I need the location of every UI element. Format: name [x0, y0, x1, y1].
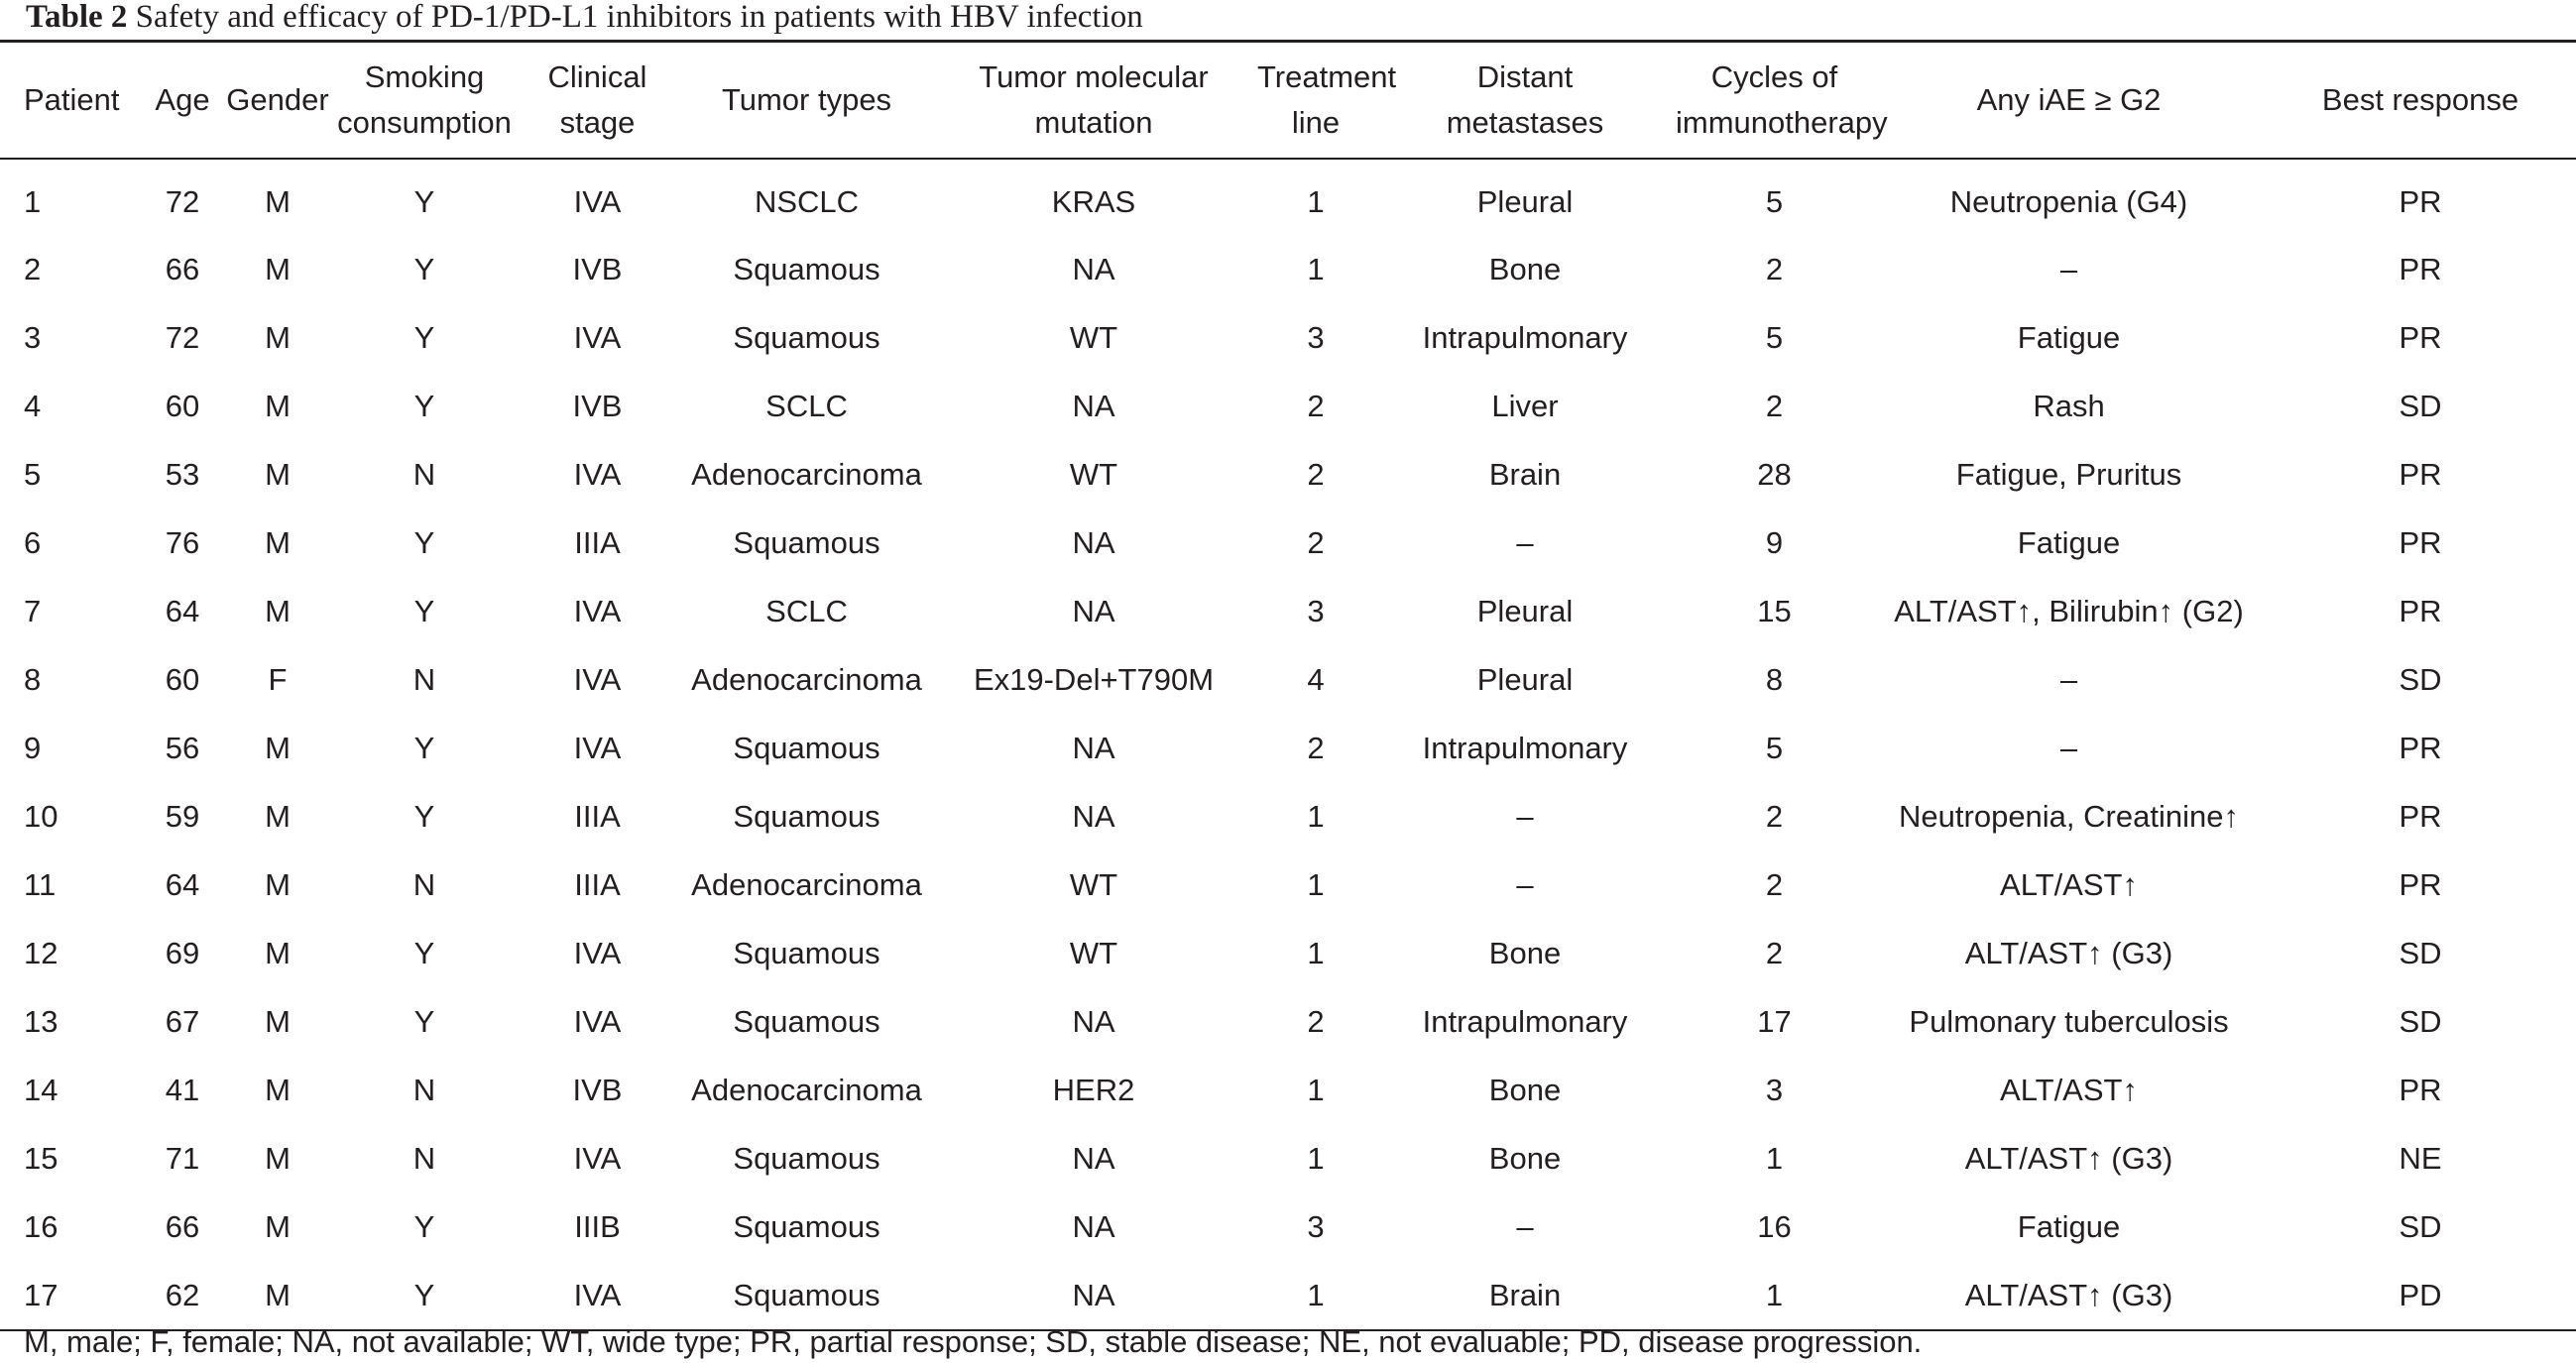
cell-smoking: Y	[413, 252, 435, 286]
cell-age: 66	[165, 252, 200, 286]
cell-cycles: 15	[1757, 594, 1792, 628]
cell-mutation: NA	[1072, 252, 1115, 286]
cell-age: 59	[165, 799, 200, 834]
cell-line: 1	[1307, 799, 1325, 834]
column-header-line: Tumor types	[721, 81, 892, 117]
cell-gender: M	[265, 320, 291, 355]
cell-line: 2	[1307, 389, 1325, 423]
cell-mutation: NA	[1072, 1004, 1115, 1039]
cell-iae: –	[2059, 252, 2078, 286]
column-header-line: Smoking	[364, 58, 485, 94]
cell-line: 3	[1307, 320, 1325, 355]
cell-stage: IVA	[573, 320, 622, 355]
cell-smoking: Y	[413, 594, 435, 628]
cell-cycles: 17	[1757, 1004, 1792, 1039]
cell-response: PR	[2399, 799, 2442, 834]
cell-metastases: Liver	[1491, 389, 1559, 423]
cell-response: PR	[2399, 731, 2442, 765]
cell-gender: M	[265, 1073, 291, 1107]
cell-response: PR	[2399, 252, 2442, 286]
cell-tumor_type: NSCLC	[754, 183, 860, 219]
table-body	[0, 159, 2576, 1330]
cell-iae: Fatigue, Pruritus	[1955, 457, 2182, 492]
cell-gender: M	[218, 1262, 337, 1330]
column-header-line: Tumor molecular	[979, 58, 1209, 94]
column-header-patient	[0, 42, 147, 159]
cell-gender: M	[265, 1141, 291, 1176]
cell-metastases: Bone	[1488, 1141, 1562, 1176]
table-footnote: M, male; F, female; NA, not available; WT, wide type; PR, partial response; SD, stable disease; NE, not evaluable; PD, disease progression.	[24, 1324, 1923, 1359]
cell-metastases: Intrapulmonary	[1422, 731, 1628, 765]
cell-mutation: HER2	[1052, 1073, 1135, 1107]
table-row	[0, 1057, 2576, 1125]
cell-line: 1	[1307, 183, 1325, 219]
cell-line: 1	[1307, 252, 1325, 286]
cell-cycles: 8	[1765, 662, 1784, 697]
cell-cycles: 2	[1765, 867, 1784, 902]
cell-response: PR	[2399, 525, 2442, 560]
cell-line: 4	[1307, 662, 1325, 697]
cell-patient: 13	[24, 1004, 59, 1039]
cell-stage: IVA	[573, 662, 622, 697]
cell-stage: IIIB	[574, 1209, 621, 1244]
cell-patient: 5	[24, 457, 42, 492]
cell-mutation: NA	[1072, 525, 1115, 560]
cell-line: 1	[1307, 867, 1325, 902]
cell-cycles: 1	[1765, 1141, 1784, 1176]
cell-response: PR	[2399, 867, 2442, 902]
table-row	[0, 715, 2576, 783]
cell-patient: 15	[24, 1141, 59, 1176]
cell-line: 1	[1307, 1073, 1325, 1107]
cell-smoking: N	[412, 457, 436, 492]
cell-tumor_type: SCLC	[765, 594, 848, 628]
column-header-line: consumption	[337, 104, 512, 140]
cell-age: 41	[165, 1073, 200, 1107]
cell-gender: M	[265, 936, 291, 970]
cell-patient: 2	[24, 252, 42, 286]
cell-gender: F	[268, 662, 288, 697]
table-row	[0, 1193, 2576, 1262]
cell-cycles: 2	[1765, 799, 1784, 834]
cell-metastases: Brain	[1374, 1262, 1676, 1330]
table-row	[0, 1262, 2576, 1330]
cell-mutation: NA	[1072, 1209, 1115, 1244]
column-header-iae	[1873, 42, 2265, 159]
cell-metastases: Brain	[1488, 457, 1562, 492]
cell-gender: M	[265, 799, 291, 834]
cell-tumor_type: Squamous	[733, 936, 880, 970]
table-row	[0, 852, 2576, 920]
cell-tumor_type: SCLC	[765, 389, 848, 423]
cell-patient: 14	[24, 1073, 59, 1107]
table-row	[0, 920, 2576, 988]
cell-mutation: KRAS	[1051, 183, 1136, 219]
column-header-response	[2265, 42, 2576, 159]
cell-stage: IVB	[572, 389, 623, 423]
cell-stage: IVA	[573, 1141, 622, 1176]
cell-cycles: 2	[1765, 389, 1784, 423]
cell-stage: IVA	[573, 183, 622, 219]
column-header-line: metastases	[1446, 104, 1604, 140]
cell-line: 2	[1307, 1004, 1325, 1039]
cell-iae: ALT/AST↑	[2000, 867, 2138, 902]
cell-iae: Fatigue	[2017, 1209, 2121, 1244]
cell-metastases: –	[1516, 799, 1534, 834]
cell-smoking: Y	[413, 389, 435, 423]
cell-tumor_type: Adenocarcinoma	[691, 457, 922, 492]
cell-gender: M	[265, 731, 291, 765]
cell-response: SD	[2399, 936, 2442, 970]
cell-stage: IVA	[573, 1004, 622, 1039]
cell-age: 72	[165, 320, 200, 355]
cell-mutation: WT	[1069, 867, 1118, 902]
column-header-line: Age	[155, 81, 210, 117]
cell-age: 66	[165, 1209, 200, 1244]
column-header-line: stage	[559, 104, 636, 140]
cell-metastases: Bone	[1488, 252, 1562, 286]
cell-response: PD	[2265, 1262, 2576, 1330]
cell-gender: M	[265, 1004, 291, 1039]
column-header-age	[147, 42, 218, 159]
cell-stage: IIIA	[574, 799, 621, 834]
cell-metastases: Intrapulmonary	[1422, 1004, 1628, 1039]
table-label: Table 2	[26, 0, 128, 35]
cell-line: 3	[1307, 1209, 1325, 1244]
cell-gender: M	[265, 594, 291, 628]
column-header-line: Any iAE ≥ G2	[1976, 81, 2162, 117]
cell-tumor_type: Squamous	[733, 320, 880, 355]
cell-patient: 12	[24, 936, 59, 970]
cell-line: 2	[1307, 525, 1325, 560]
cell-cycles: 5	[1765, 183, 1784, 219]
cell-line: 1	[1307, 936, 1325, 970]
cell-iae: Neutropenia (G4)	[1949, 183, 2188, 219]
cell-smoking: Y	[413, 525, 435, 560]
column-header-line: immunotherapy	[1676, 104, 1888, 140]
cell-cycles: 5	[1765, 731, 1784, 765]
cell-iae: ALT/AST↑, Bilirubin↑ (G2)	[1894, 594, 2244, 628]
cell-mutation: WT	[1069, 457, 1118, 492]
cell-smoking: Y	[413, 183, 435, 219]
cell-smoking: Y	[337, 1262, 512, 1330]
column-header-gender	[218, 42, 337, 159]
column-header-line: Best response	[2321, 81, 2519, 117]
cell-stage: IVA	[573, 936, 622, 970]
column-header-tumor_type	[683, 42, 930, 159]
table-row	[0, 646, 2576, 715]
cell-response: PR	[2399, 594, 2442, 628]
cell-metastases: –	[1516, 1209, 1534, 1244]
cell-age: 62	[147, 1262, 218, 1330]
cell-response: SD	[2399, 1004, 2442, 1039]
cell-age: 67	[165, 1004, 200, 1039]
cell-smoking: N	[412, 1073, 436, 1107]
cell-stage: IVA	[573, 457, 622, 492]
cell-smoking: Y	[413, 1209, 435, 1244]
cell-metastases: Bone	[1488, 936, 1562, 970]
table-row	[0, 236, 2576, 304]
cell-age: 56	[165, 731, 200, 765]
column-header-line: line	[1291, 104, 1341, 140]
table-row	[0, 783, 2576, 852]
cell-iae: Pulmonary tuberculosis	[1909, 1004, 2229, 1039]
cell-stage: IVA	[512, 1262, 683, 1330]
cell-mutation: Ex19-Del+T790M	[973, 662, 1215, 697]
column-header-line: Distant	[1476, 58, 1574, 94]
cell-patient: 11	[24, 867, 57, 902]
cell-gender: M	[265, 252, 291, 286]
cell-gender: M	[265, 389, 291, 423]
cell-iae: ALT/AST↑ (G3)	[1964, 1141, 2173, 1176]
cell-iae: ALT/AST↑ (G3)	[1873, 1262, 2265, 1330]
cell-metastases: Pleural	[1476, 662, 1574, 697]
cell-tumor_type: Adenocarcinoma	[691, 1073, 922, 1107]
cell-iae: Neutropenia, Creatinine↑	[1899, 799, 2239, 834]
cell-cycles: 16	[1757, 1209, 1792, 1244]
cell-cycles: 5	[1765, 320, 1784, 355]
cell-cycles: 2	[1765, 252, 1784, 286]
cell-patient: 4	[24, 389, 42, 423]
cell-age: 53	[165, 457, 200, 492]
cell-stage: IIIA	[574, 867, 621, 902]
cell-line: 2	[1307, 731, 1325, 765]
cell-metastases: –	[1516, 525, 1534, 560]
cell-tumor_type: Adenocarcinoma	[691, 662, 922, 697]
cell-mutation: NA	[1072, 1141, 1115, 1176]
cell-stage: IVA	[573, 594, 622, 628]
column-header-line: Cycles of	[1710, 58, 1838, 94]
cell-gender: M	[265, 183, 291, 219]
cell-gender: M	[265, 867, 291, 902]
cell-metastases: Pleural	[1476, 183, 1574, 219]
cell-iae: –	[2059, 662, 2078, 697]
table-row	[0, 304, 2576, 373]
cell-age: 64	[165, 867, 200, 902]
table-row	[0, 441, 2576, 510]
cell-patient: 8	[24, 662, 42, 697]
data-table	[0, 40, 2576, 1331]
cell-response: PR	[2399, 1073, 2442, 1107]
cell-patient: 9	[24, 731, 42, 765]
cell-line: 3	[1307, 594, 1325, 628]
table-row	[0, 988, 2576, 1057]
cell-cycles: 3	[1765, 1073, 1784, 1107]
table-row	[0, 1125, 2576, 1193]
column-header-metastases	[1374, 42, 1676, 159]
cell-cycles: 2	[1765, 936, 1784, 970]
cell-patient: 1	[24, 183, 42, 219]
cell-mutation: NA	[1072, 799, 1115, 834]
cell-age: 72	[165, 183, 200, 219]
cell-tumor_type: Squamous	[683, 1262, 930, 1330]
cell-metastases: Bone	[1488, 1073, 1562, 1107]
cell-age: 71	[165, 1141, 200, 1176]
cell-mutation: NA	[930, 1262, 1257, 1330]
column-header-line: Gender	[226, 81, 329, 117]
cell-tumor_type: Squamous	[733, 731, 880, 765]
cell-tumor_type: Adenocarcinoma	[691, 867, 922, 902]
cell-stage: IVA	[573, 731, 622, 765]
cell-smoking: N	[412, 662, 436, 697]
column-header-line: Patient	[24, 81, 120, 117]
column-header-line	[1257, 42, 1397, 159]
cell-stage: IVB	[572, 1073, 623, 1107]
cell-iae: Fatigue	[2017, 525, 2121, 560]
cell-patient: 16	[24, 1209, 59, 1244]
table-row	[0, 159, 2576, 236]
cell-tumor_type: Squamous	[733, 1209, 880, 1244]
cell-age: 69	[165, 936, 200, 970]
column-header-line: Treatment	[1257, 58, 1397, 94]
cell-age: 64	[165, 594, 200, 628]
cell-patient: 7	[24, 594, 42, 628]
cell-stage: IIIA	[574, 525, 621, 560]
cell-metastases: Intrapulmonary	[1422, 320, 1628, 355]
cell-gender: M	[265, 457, 291, 492]
table-title: Safety and efficacy of PD-1/PD-L1 inhibitors in patients with HBV infection	[135, 0, 1143, 35]
cell-smoking: Y	[413, 320, 435, 355]
table-row	[0, 578, 2576, 646]
cell-mutation: NA	[1072, 731, 1115, 765]
table-caption	[26, 0, 1143, 38]
cell-tumor_type: Squamous	[733, 252, 880, 286]
column-header-stage	[512, 42, 683, 159]
cell-gender: M	[265, 525, 291, 560]
cell-line: 1	[1257, 1262, 1374, 1330]
cell-stage: IVB	[572, 252, 623, 286]
cell-smoking: Y	[413, 731, 435, 765]
cell-line: 1	[1307, 1141, 1325, 1176]
cell-cycles: 1	[1676, 1262, 1873, 1330]
cell-response: PR	[2399, 320, 2442, 355]
cell-iae: Fatigue	[2017, 320, 2121, 355]
cell-metastases: –	[1516, 867, 1534, 902]
cell-mutation: WT	[1069, 936, 1118, 970]
cell-patient: 3	[24, 320, 42, 355]
cell-iae: Rash	[2033, 389, 2105, 423]
cell-smoking: N	[412, 867, 436, 902]
cell-patient: 6	[24, 525, 42, 560]
cell-cycles: 28	[1757, 457, 1792, 492]
cell-cycles: 9	[1765, 525, 1784, 560]
cell-response: PR	[2399, 457, 2442, 492]
cell-metastases: Pleural	[1476, 594, 1574, 628]
cell-age: 60	[165, 389, 200, 423]
cell-iae: –	[2059, 731, 2078, 765]
cell-tumor_type: Squamous	[733, 525, 880, 560]
cell-tumor_type: Squamous	[733, 1141, 880, 1176]
table-row	[0, 373, 2576, 441]
cell-line: 2	[1307, 457, 1325, 492]
cell-smoking: N	[412, 1141, 436, 1176]
cell-smoking: Y	[413, 936, 435, 970]
cell-mutation: NA	[1072, 389, 1115, 423]
cell-age: 76	[165, 525, 200, 560]
cell-iae: ALT/AST↑ (G3)	[1964, 936, 2173, 970]
column-header-mutation	[930, 42, 1257, 159]
cell-smoking: Y	[413, 1004, 435, 1039]
cell-tumor_type: Squamous	[733, 1004, 880, 1039]
header-row	[0, 42, 2576, 159]
cell-gender: M	[265, 1209, 291, 1244]
cell-tumor_type: Squamous	[733, 799, 880, 834]
cell-response: SD	[2399, 1209, 2442, 1244]
column-header-line: mutation	[1034, 104, 1153, 140]
cell-response: SD	[2399, 389, 2442, 423]
cell-response: NE	[2399, 1141, 2442, 1176]
cell-patient: 10	[24, 799, 59, 834]
cell-patient: 17	[0, 1262, 147, 1330]
column-header-smoking	[337, 42, 512, 159]
cell-iae: ALT/AST↑	[2000, 1073, 2138, 1107]
column-header-line: Clinical	[547, 58, 647, 94]
table-row	[0, 510, 2576, 578]
cell-mutation: NA	[1072, 594, 1115, 628]
cell-smoking: Y	[413, 799, 435, 834]
column-header-cycles	[1676, 42, 1888, 159]
cell-mutation: WT	[1069, 320, 1118, 355]
cell-age: 60	[165, 662, 200, 697]
cell-response: SD	[2399, 662, 2442, 697]
cell-response: PR	[2399, 183, 2442, 219]
